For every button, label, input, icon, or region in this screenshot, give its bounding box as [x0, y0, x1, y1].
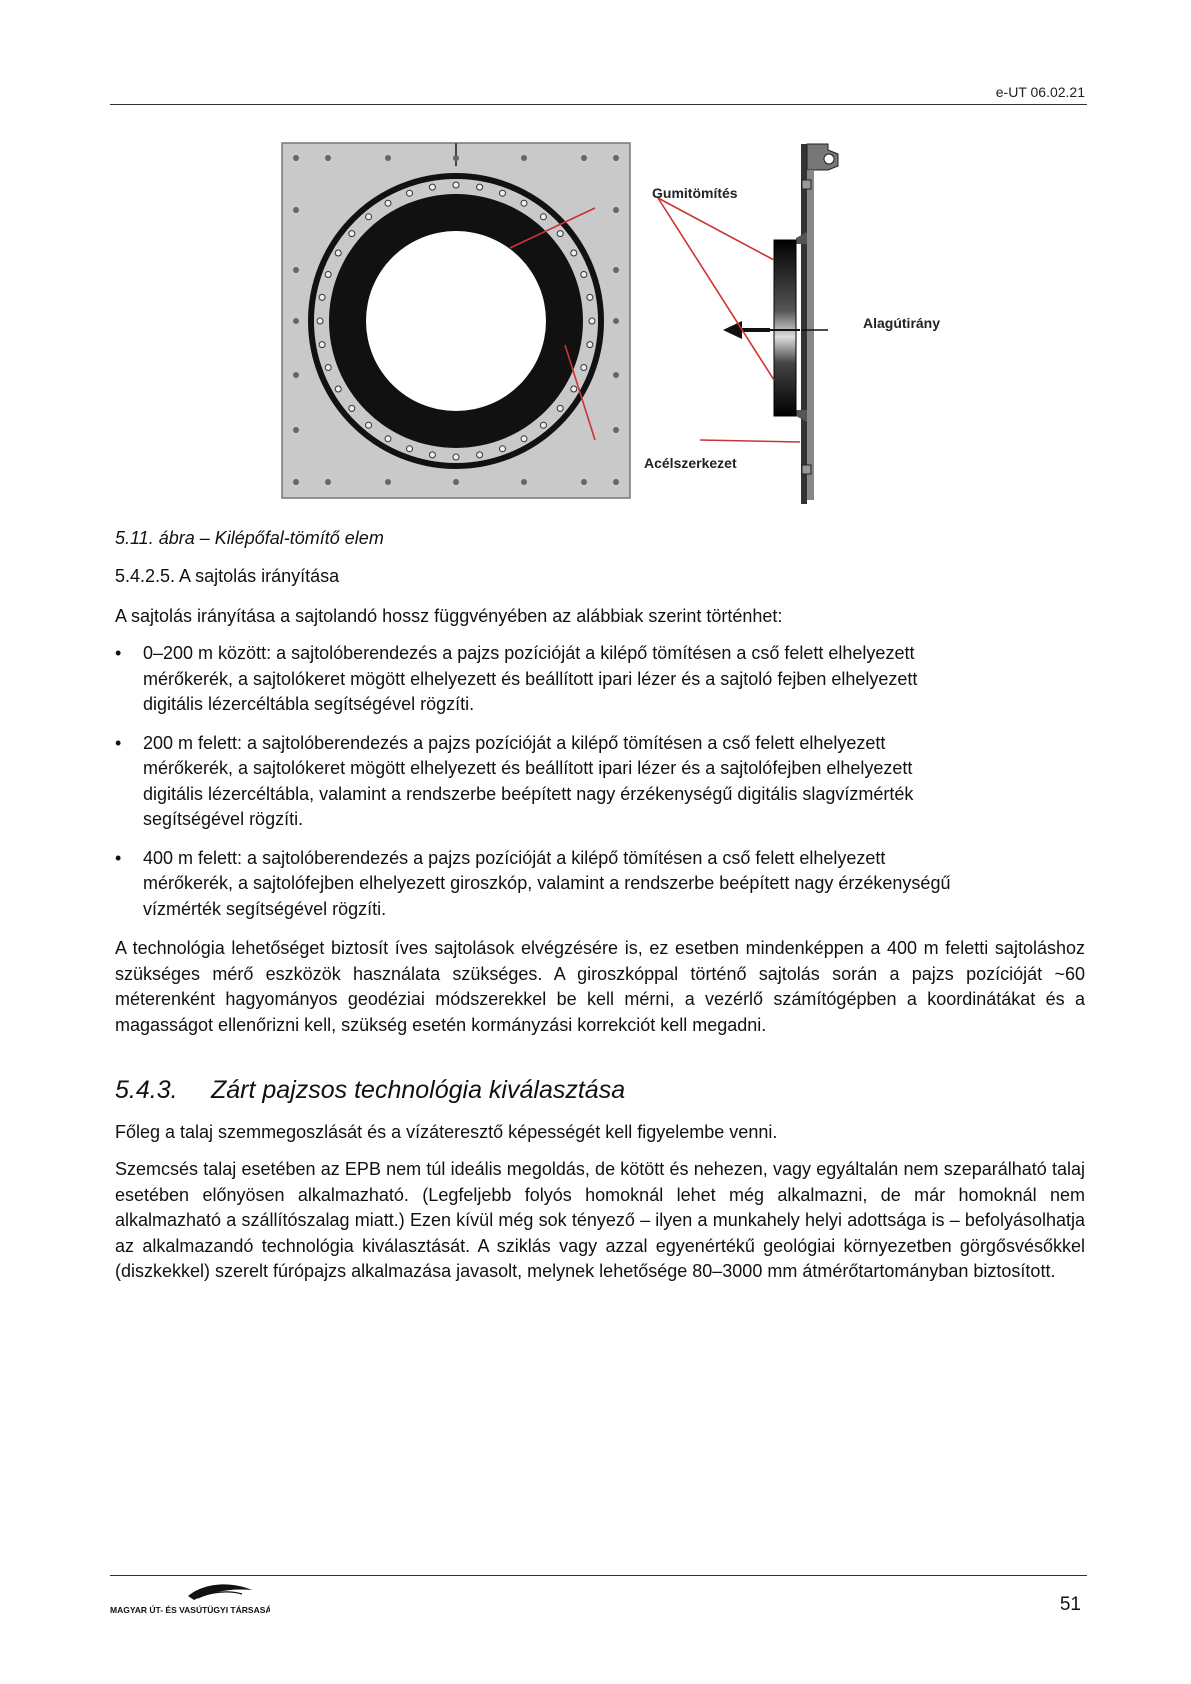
list-item: • 0–200 m között: a sajtolóberendezés a pajzs pozícióját a kilépő tömítésen a cső felett elhelyezett mérőkerék, a sajtolókeret mögött elhelyezett és beállított ipari lézer és a sajtoló fejben elhelyezett digitális lézercéltábla segítségével rögzíti.: [115, 641, 955, 718]
bolt-hole: [325, 365, 331, 371]
section-heading: [115, 1076, 625, 1105]
section-number: 5.4.3.: [115, 1076, 178, 1104]
plate-hole: [293, 479, 299, 485]
tunnel-opening: [366, 231, 546, 411]
intro-paragraph: A sajtolás irányítása a sajtolandó hossz függvényében az alábbiak szerint történhet:: [115, 606, 783, 626]
plate-hole: [293, 318, 299, 324]
bolt-hole: [319, 342, 325, 348]
bolt-hole: [453, 454, 459, 460]
leader-line-structure-b: [700, 440, 800, 442]
society-logo: [110, 1582, 270, 1616]
epb-paragraph: Szemcsés talaj esetében az EPB nem túl ideális megoldás, de kötött és nehezen, vagy egyáltalán nem szeparálható talaj esetében előnyösen alkalmazható. (Legfeljebb folyós homoknál lehet még alkalmazni, de már homoknál nem alkalmazható a szállítószalag miatt.) Ezen kívül még sok tényező – ilyen a munkahely helyi adottsága is – befolyásolhatja az alkalmazandó technológia kiválasztását. A sziklás vagy azzal egyenértékű geológiai környezetben görgősvésőkkel (diszkekkel) szerelt fúrópajzs alkalmazása javasolt, melynek lehetősége 80–3000 mm átmérőtartományban biztosított.: [115, 1159, 1085, 1281]
header-divider: [110, 104, 1087, 105]
plate-hole: [293, 155, 299, 161]
bolt-hole: [500, 190, 506, 196]
plate-hole: [613, 318, 619, 324]
bolt-hole: [349, 231, 355, 237]
bolt-hole: [335, 386, 341, 392]
logo-text: MAGYAR ÚT- ÉS VASÚTÜGYI TÁRSASÁG: [110, 1605, 270, 1615]
control-method-list: [115, 641, 955, 935]
plate-hole: [293, 267, 299, 273]
bolt-hole: [581, 365, 587, 371]
label-steel-structure: Acélszerkezet: [644, 455, 737, 471]
plate-hole: [521, 479, 527, 485]
bolt-hole: [500, 446, 506, 452]
bolt-hole: [477, 452, 483, 458]
section-title: Zárt pajzsos technológia kiválasztása: [211, 1076, 626, 1104]
plate-hole: [581, 479, 587, 485]
plate-hole: [325, 479, 331, 485]
plate-hole: [521, 155, 527, 161]
seal-figure: [280, 140, 970, 510]
leader-line-seal-c: [658, 198, 774, 380]
list-item: • 200 m felett: a sajtolóberendezés a pajzs pozícióját a kilépő tömítésen a cső felett elhelyezett mérőkerék, a sajtolókeret mögött elhelyezett és beállított ipari lézer és a sajtolófejben elhelyezett digitális lézercéltábla, valamint a rendszerbe beépített nagy érzékenységű digitális slagvízmérték segítségével rögzíti.: [115, 731, 955, 833]
bolt-hole: [587, 294, 593, 300]
bolt-hole: [366, 214, 372, 220]
bolt-hole: [521, 200, 527, 206]
plate-hole: [453, 155, 459, 161]
plate-hole: [613, 267, 619, 273]
bolt-hole: [385, 200, 391, 206]
plate-hole: [453, 479, 459, 485]
list-item: • 400 m felett: a sajtolóberendezés a pajzs pozícióját a kilépő tömítésen a cső felett elhelyezett mérőkerék, a sajtolófejben elhelyezett giroszkóp, valamint a rendszerbe beépített nagy érzékenységű vízmérték segítségével rögzíti.: [115, 846, 955, 923]
plate-hole: [613, 155, 619, 161]
bolt-hole: [571, 386, 577, 392]
bolt-hole: [407, 446, 413, 452]
technology-paragraph: A technológia lehetőséget biztosít íves sajtolások elvégzésére is, ez esetben mindenképpen a 400 m feletti sajtoláshoz szükséges mérő eszközök használata szükséges. A giroszkóppal történő sajtolás során a pajzs pozícióját ~60 méterenként hagyományos geodéziai módszerekkel be kell mérni, a vezérlő számítógépben a koordinátákat és a magasságot ellenőrizni kell, szükség esetén kormányzási korrekciót kell megadni.: [115, 938, 1085, 1035]
plate-hole: [613, 479, 619, 485]
bolt-hole: [407, 190, 413, 196]
leader-line-seal-b: [658, 198, 774, 260]
bolt-hole: [349, 405, 355, 411]
bolt-hole: [540, 214, 546, 220]
page-number: 51: [1059, 1594, 1081, 1615]
bolt-hole: [581, 272, 587, 278]
bolt-hole: [325, 272, 331, 278]
bolt-hole: [317, 318, 323, 324]
plate-hole: [613, 372, 619, 378]
plate-hole: [325, 155, 331, 161]
plate-hole: [613, 427, 619, 433]
bolt-hole: [521, 436, 527, 442]
plate-hole: [293, 207, 299, 213]
plate-hole: [385, 479, 391, 485]
bolt-hole: [589, 318, 595, 324]
section-profile: [774, 144, 838, 504]
bolt-hole: [366, 422, 372, 428]
bolt-hole: [453, 182, 459, 188]
document-code: e-UT 06.02.21: [995, 84, 1085, 100]
plate-hole: [613, 207, 619, 213]
bolt-hole: [319, 294, 325, 300]
logo-icon: [110, 1582, 270, 1616]
bolt-hole: [587, 342, 593, 348]
bolt-hole: [477, 184, 483, 190]
bolt-hole: [385, 436, 391, 442]
plate-hole: [293, 372, 299, 378]
plate-hole: [581, 155, 587, 161]
label-seal: Gumitömítés: [652, 185, 738, 201]
figure-caption: 5.11. ábra – Kilépőfal-tömítő elem: [115, 528, 384, 548]
bolt-hole: [429, 452, 435, 458]
label-tunnel-direction: Alagútirány: [863, 315, 941, 331]
bolt-hole: [571, 250, 577, 256]
plate-hole: [293, 427, 299, 433]
bolt-hole: [429, 184, 435, 190]
bolt-hole: [557, 405, 563, 411]
bolt-hole: [540, 422, 546, 428]
seal-diagram: [280, 140, 970, 510]
subsection-title: 5.4.2.5. A sajtolás irányítása: [115, 566, 340, 586]
arrow-head-icon: [723, 321, 742, 339]
footer-divider: [110, 1575, 1087, 1576]
bolt-hole: [335, 250, 341, 256]
plate-hole: [385, 155, 391, 161]
bolt-hole: [557, 231, 563, 237]
soil-paragraph: Főleg a talaj szemmegoszlását és a vízáteresztő képességét kell figyelembe venni.: [115, 1122, 778, 1142]
